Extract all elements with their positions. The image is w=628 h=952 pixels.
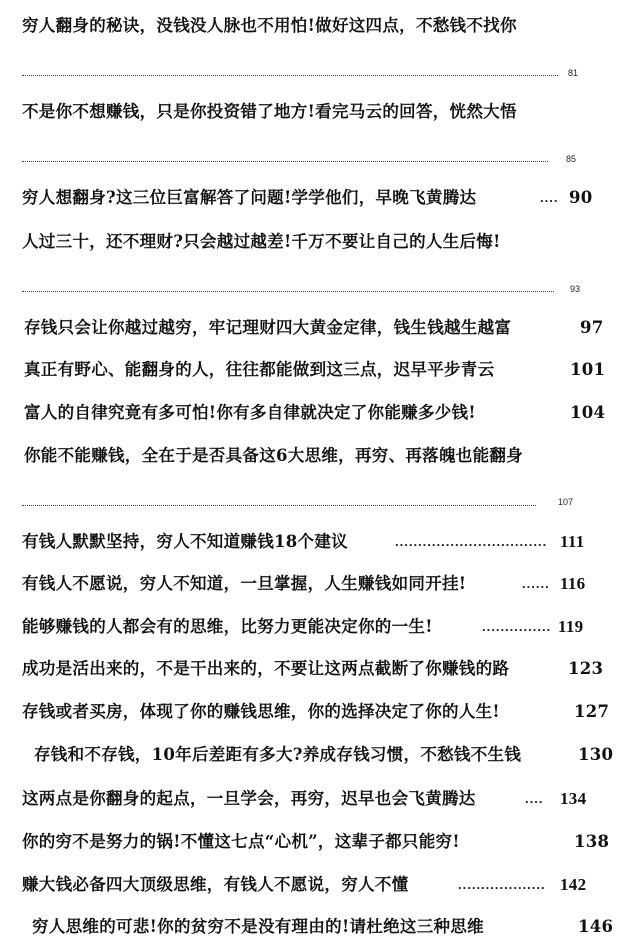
- dotted-leader-rule: [22, 161, 548, 163]
- toc-entry-page: 90: [569, 188, 593, 207]
- toc-entry-title: 穷人翻身的秘诀，没钱没人脉也不用怕!做好这四点，不愁钱不找你: [22, 16, 517, 35]
- toc-entry[interactable]: [0, 226, 628, 258]
- toc-entry[interactable]: [0, 869, 628, 901]
- toc-entry[interactable]: [0, 568, 628, 600]
- toc-entry[interactable]: [0, 783, 628, 815]
- toc-entry[interactable]: [0, 96, 628, 128]
- toc-entry-title: 赚大钱必备四大顶级思维，有钱人不愿说，穷人不懂: [22, 875, 409, 894]
- toc-entry-page: 134: [560, 789, 587, 808]
- toc-entry-leader: ......: [522, 576, 550, 591]
- toc-entry[interactable]: [0, 182, 628, 214]
- dotted-leader-rule: [22, 75, 558, 77]
- toc-entry-leader: ....: [525, 791, 544, 806]
- toc-entry-page: 85: [566, 154, 577, 164]
- toc-entry[interactable]: [0, 354, 628, 386]
- toc-entry-page: 127: [574, 702, 610, 721]
- toc-entry-page: 142: [560, 875, 587, 894]
- toc-entry[interactable]: [0, 526, 628, 558]
- toc-entry-page: 111: [560, 532, 585, 551]
- toc-entry-page: 81: [568, 68, 579, 78]
- toc-entry[interactable]: [0, 611, 628, 643]
- toc-entry-leader: ....: [540, 190, 559, 205]
- toc-entry[interactable]: [0, 911, 628, 943]
- toc-entry-title: 人过三十，还不理财?只会越过越差!千万不要让自己的人生后悔!: [22, 232, 501, 251]
- toc-entry-page: 119: [558, 617, 584, 636]
- toc-entry-page: 93: [570, 284, 581, 294]
- toc-entry-title: 成功是活出来的，不是干出来的，不要让这两点截断了你赚钱的路: [22, 659, 510, 678]
- toc-entry-leader: ...............: [482, 619, 552, 634]
- toc-entry-title: 真正有野心、能翻身的人，往往都能做到这三点，迟早平步青云: [24, 360, 495, 379]
- toc-entry-page: 138: [574, 832, 610, 851]
- toc-entry-title: 你的穷不是努力的锅!不懂这七点“心机”，这辈子都只能穷!: [22, 832, 460, 851]
- toc-entry-page: 107: [558, 497, 574, 507]
- toc-entry-title: 不是你不想赚钱，只是你投资错了地方!看完马云的回答，恍然大悟: [22, 102, 517, 121]
- toc-entry-title: 有钱人不愿说，穷人不知道，一旦掌握，人生赚钱如同开挂!: [22, 574, 467, 593]
- toc-entry-title: 能够赚钱的人都会有的思维，比努力更能决定你的一生!: [22, 617, 433, 636]
- toc-entry-page: 97: [580, 318, 604, 337]
- toc-entry-leader: ...................: [458, 877, 546, 892]
- toc-entry-page: 146: [578, 917, 614, 936]
- dotted-leader-rule: [22, 291, 554, 293]
- toc-entry-title: 你能不能赚钱，全在于是否具备这6大思维，再穷、再落魄也能翻身: [24, 446, 523, 465]
- toc-entry-title: 这两点是你翻身的起点，一旦学会，再穷，迟早也会飞黄腾达: [22, 789, 476, 808]
- toc-entry-title: 存钱或者买房，体现了你的赚钱思维，你的选择决定了你的人生!: [22, 702, 500, 721]
- toc-entry-title: 穷人思维的可悲!你的贫穷不是没有理由的!请杜绝这三种思维: [32, 917, 484, 936]
- toc-entry-title: 富人的自律究竟有多可怕!你有多自律就决定了你能赚多少钱!: [24, 403, 476, 422]
- toc-entry-leader: .................................: [395, 534, 548, 549]
- toc-entry[interactable]: [0, 696, 628, 728]
- toc-entry[interactable]: [0, 397, 628, 429]
- toc-entry[interactable]: [0, 10, 628, 42]
- toc-entry[interactable]: [0, 826, 628, 858]
- toc-entry-title: 有钱人默默坚持，穷人不知道赚钱18个建议: [22, 532, 348, 551]
- toc-entry[interactable]: [0, 653, 628, 685]
- toc-entry[interactable]: [0, 739, 628, 771]
- toc-entry-page: 101: [570, 360, 606, 379]
- toc-entry-page: 116: [560, 574, 586, 593]
- toc-entry-title: 存钱只会让你越过越穷，牢记理财四大黄金定律，钱生钱越生越富: [24, 318, 512, 337]
- toc-entry-page: 130: [578, 745, 614, 764]
- dotted-leader-rule: [22, 505, 536, 507]
- toc-entry[interactable]: [0, 440, 628, 472]
- toc-entry-page: 104: [570, 403, 606, 422]
- toc-entry-title: 穷人想翻身?这三位巨富解答了问题!学学他们，早晚飞黄腾达: [22, 188, 477, 207]
- toc-entry-page: 123: [568, 659, 604, 678]
- toc-entry[interactable]: [0, 312, 628, 344]
- toc-entry-title: 存钱和不存钱，10年后差距有多大?养成存钱习惯，不愁钱不生钱: [34, 745, 522, 764]
